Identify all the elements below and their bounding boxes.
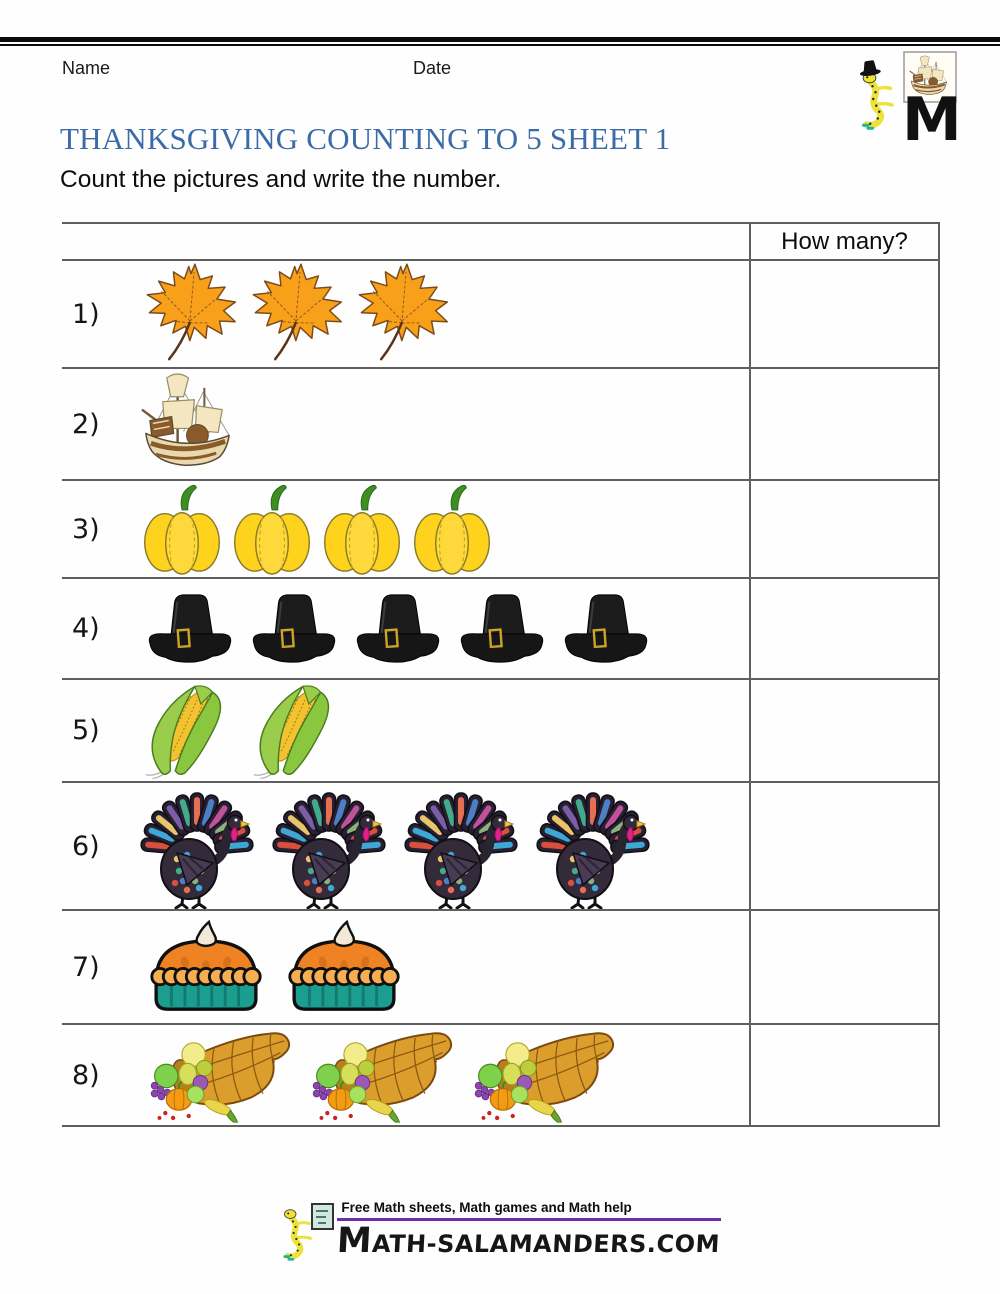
cornucopia-icon — [138, 1027, 298, 1123]
mayflower-ship-icon — [138, 372, 242, 476]
pumpkin-icon — [408, 481, 496, 577]
counting-table-body — [62, 223, 939, 1126]
row-pictures-cell — [62, 910, 750, 1024]
pilgrim-hat-icon — [242, 590, 344, 668]
turkey-icon — [270, 783, 400, 909]
table-row — [62, 782, 939, 910]
row-pictures-cell — [62, 480, 750, 578]
row-pictures-cell — [62, 1024, 750, 1126]
row-pictures — [138, 481, 496, 577]
row-pictures — [138, 783, 664, 909]
header-empty-cell — [62, 223, 750, 260]
chalkboard-icon — [312, 1204, 333, 1229]
row-number-label: 2) — [72, 408, 100, 440]
instruction-text: Count the pictures and write the number. — [60, 166, 502, 193]
table-row — [62, 480, 939, 578]
page-top-rule — [0, 37, 1000, 46]
answer-cell[interactable] — [750, 578, 939, 679]
pumpkin-icon — [228, 481, 316, 577]
pumpkin-icon — [318, 481, 406, 577]
answer-cell[interactable] — [750, 260, 939, 368]
row-pictures — [138, 1027, 622, 1123]
table-row — [62, 679, 939, 782]
row-pictures — [138, 682, 352, 779]
row-number-label: 7) — [72, 951, 100, 983]
how-many-header: How many? — [750, 223, 939, 260]
turkey-icon — [138, 783, 268, 909]
site-logo — [856, 50, 962, 146]
counting-table — [62, 222, 940, 1127]
turkey-icon — [402, 783, 532, 909]
answer-cell[interactable] — [750, 368, 939, 480]
answer-cell[interactable] — [750, 910, 939, 1024]
pilgrim-hat-icon — [346, 590, 448, 668]
row-number-label: 6) — [72, 830, 100, 862]
pumpkin-icon — [138, 481, 226, 577]
row-pictures-cell — [62, 368, 750, 480]
corn-cob-icon — [138, 682, 244, 779]
row-pictures-cell — [62, 782, 750, 910]
pilgrim-hat-icon — [138, 590, 240, 668]
pumpkin-pie-icon — [276, 920, 412, 1014]
table-row — [62, 578, 939, 679]
pilgrim-salamander-icon — [858, 59, 892, 129]
table-row — [62, 910, 939, 1024]
row-pictures-cell — [62, 260, 750, 368]
footer-salamander-logo — [279, 1202, 337, 1264]
row-pictures-cell — [62, 679, 750, 782]
table-row — [62, 368, 939, 480]
table-header-row — [62, 223, 939, 260]
table-row — [62, 1024, 939, 1126]
row-number-label: 4) — [72, 613, 100, 644]
corn-cob-icon — [246, 682, 352, 779]
pumpkin-pie-icon — [138, 920, 274, 1014]
answer-cell[interactable] — [750, 679, 939, 782]
pilgrim-hat-icon — [554, 590, 656, 668]
row-number-label: 3) — [72, 513, 100, 545]
row-pictures — [138, 590, 656, 668]
row-pictures — [138, 262, 454, 366]
page-title: THANKSGIVING COUNTING TO 5 SHEET 1 — [60, 121, 671, 156]
answer-cell[interactable] — [750, 782, 939, 910]
row-number-label: 1) — [72, 298, 100, 330]
footer-site-text: MATH-SALAMANDERS.COM — [336, 1221, 722, 1261]
name-label: Name — [62, 58, 111, 78]
maple-leaf-icon — [138, 262, 242, 366]
row-number-label: 8) — [72, 1059, 100, 1091]
salamander-icon — [284, 1210, 311, 1261]
maple-leaf-icon — [244, 262, 348, 366]
answer-cell[interactable] — [750, 1024, 939, 1126]
answer-cell[interactable] — [750, 480, 939, 578]
row-pictures — [138, 372, 242, 476]
date-label: Date — [413, 58, 452, 78]
table-row — [62, 260, 939, 368]
footer — [0, 1200, 1000, 1264]
pilgrim-hat-icon — [450, 590, 552, 668]
cornucopia-icon — [462, 1027, 622, 1123]
m-letter: M — [902, 85, 962, 146]
row-pictures-cell — [62, 578, 750, 679]
cornucopia-icon — [300, 1027, 460, 1123]
turkey-icon — [534, 783, 664, 909]
maple-leaf-icon — [350, 262, 454, 366]
row-number-label: 5) — [72, 715, 100, 746]
footer-tagline: Free Math sheets, Math games and Math help — [341, 1200, 632, 1215]
row-pictures — [138, 920, 412, 1014]
